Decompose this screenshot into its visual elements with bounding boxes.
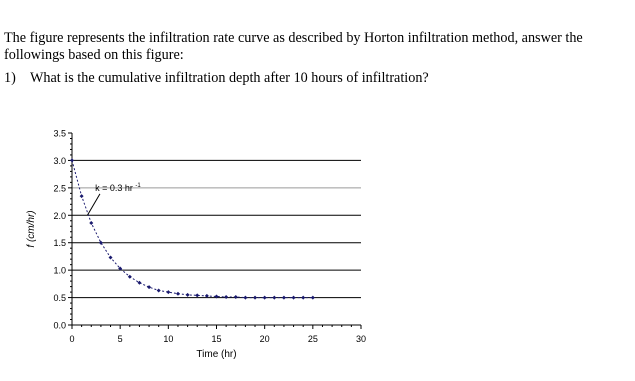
data-point (234, 295, 238, 299)
series-line (72, 160, 313, 297)
annotation-label-main: k = 0.3 hr (95, 182, 133, 193)
data-point (263, 296, 267, 300)
data-point (70, 158, 74, 162)
y-tick-label: 3.5 (53, 128, 66, 139)
data-point (157, 288, 161, 292)
question-intro: The figure represents the infiltration rate curve as described by Horton infiltration method, answer the followings based on this figure: (4, 30, 583, 63)
data-point (224, 295, 228, 299)
data-point (166, 290, 170, 294)
data-point (253, 296, 257, 300)
y-tick-label: 0.5 (53, 293, 66, 304)
data-point (109, 256, 113, 260)
annotation-arrow (87, 194, 100, 215)
data-point (282, 296, 286, 300)
question-1-text: What is the cumulative infiltration depth after 10 hours of infiltration? (30, 70, 429, 86)
x-tick-label: 25 (307, 334, 318, 344)
data-point (147, 285, 151, 289)
data-point (195, 293, 199, 297)
chart-gridlines (72, 160, 361, 297)
data-point (272, 296, 276, 300)
data-point (128, 275, 132, 279)
y-tick-label: 1.5 (53, 238, 66, 249)
annotation-label (95, 183, 141, 193)
x-tick-label: 30 (355, 334, 367, 344)
data-point (311, 296, 315, 300)
chart-series (70, 158, 315, 299)
y-tick-label: 0.0 (53, 320, 66, 331)
y-axis-label: f (cm/hr) (26, 210, 37, 248)
data-point (243, 296, 247, 300)
data-point (176, 292, 180, 296)
x-tick-label: 15 (211, 334, 222, 344)
data-point (80, 194, 84, 198)
annotation-label-superscript: -1 (135, 182, 141, 189)
y-tick-label: 2.5 (53, 183, 66, 194)
data-point (89, 221, 93, 225)
x-tick-label: 20 (259, 334, 270, 344)
x-axis-label: Time (hr) (196, 349, 237, 360)
data-point (301, 296, 305, 300)
x-tick-label: 5 (117, 334, 123, 344)
x-tick-label: 0 (69, 334, 75, 344)
x-tick-label: 10 (163, 334, 174, 344)
y-tick-label: 3.0 (53, 155, 66, 166)
y-tick-label: 1.0 (53, 265, 66, 276)
question-1-number: 1) (4, 70, 16, 86)
data-point (186, 293, 190, 297)
chart-axes (68, 133, 361, 329)
chart-annotation (87, 183, 141, 215)
data-point (292, 296, 296, 300)
y-tick-label: 2.0 (53, 210, 66, 221)
